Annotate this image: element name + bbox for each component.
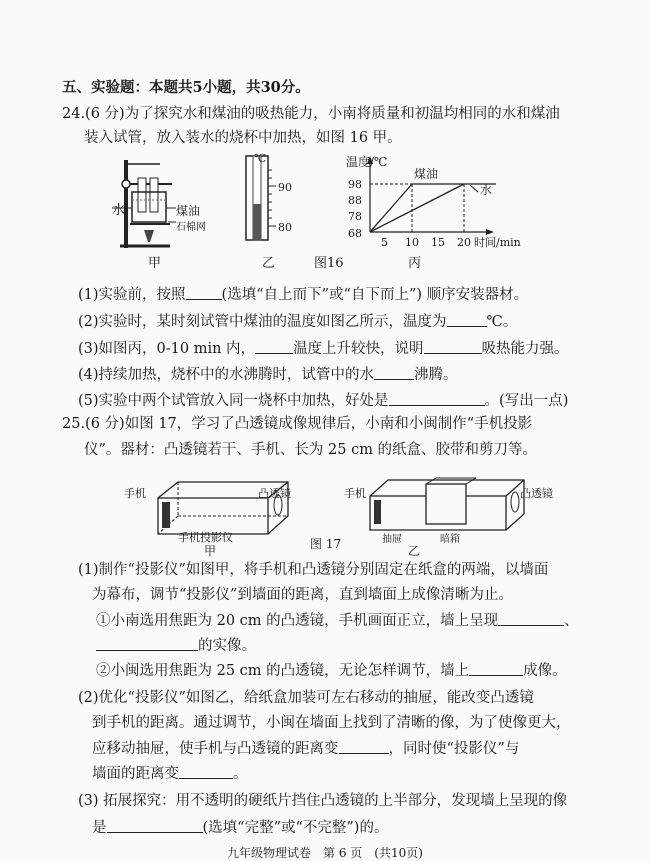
fig16-label-mesh: 石棉网 (176, 222, 206, 233)
fig16-bing-water: 水 (480, 183, 493, 197)
q25-s2-l2: 到手机的距离。通过调节，小闽在墙面上找到了清晰的像，为了使像更大， (92, 715, 571, 731)
fig16-bing-xtick: 5 (381, 236, 388, 249)
fig16-caption-jia: 甲 (148, 256, 162, 271)
q25-line2: 仪”。器材：凸透镜若干、手机、长为 25 cm 的纸盒、胶带和剪刀等。 (84, 442, 538, 458)
answer-blank[interactable] (389, 390, 485, 406)
fig17-title: 图 17 (310, 537, 342, 551)
fig16-bing-ytick: 98 (348, 178, 362, 191)
q25-s1-l1: (1)制作“投影仪”如图甲，将手机和凸透镜分别固定在纸盒的两端，以墙面 (78, 562, 549, 578)
q24-sub1: (1)实验前，按照 (选填“自上而下”或“自下而上”) 顺序安装器材。 (78, 284, 528, 305)
fig16-yi-tick80: 80 (278, 221, 292, 234)
answer-blank[interactable] (179, 763, 233, 779)
fig16-bing-xlabel: 时间/min (474, 236, 521, 249)
fig17-jia-phone: 手机 (124, 487, 146, 500)
fig17-yi-phone: 手机 (344, 487, 366, 500)
fig16-caption-bing: 丙 (408, 256, 422, 271)
fig16-bing-ytick: 88 (348, 194, 362, 207)
fig16-label-water: 水 (112, 203, 126, 218)
q25-s1a-l1: ①小南选用焦距为 20 cm 的凸透镜，手机画面正立，墙上呈现 、 (96, 610, 579, 631)
answer-blank[interactable] (469, 660, 523, 676)
answer-blank[interactable] (186, 284, 222, 300)
answer-blank[interactable] (255, 338, 293, 354)
q24-line2: 装入试管，放入装水的烧杯中加热，如图 16 甲。 (84, 130, 402, 146)
q25-s1-l2: 为幕布，调节“投影仪”到墙面的距离，直到墙面上成像清晰为止。 (92, 587, 513, 603)
answer-blank[interactable] (424, 338, 482, 354)
q24-sub5: (5)实验中两个试管放入同一烧杯中加热，好处是 。(写出一点) (78, 390, 568, 411)
fig16-yi-tick90: 90 (278, 181, 292, 194)
q25-s3-l1: (3) 拓展探究：用不透明的硬纸片挡住凸透镜的上半部分，发现墙上呈现的像 (78, 793, 568, 809)
fig17-jia-lens: 凸透镜 (258, 487, 291, 500)
fig16-title: 图16 (314, 256, 344, 271)
section-title: 五、实验题：本题共5小题，共30分。 (62, 79, 310, 96)
q25-s2-l3: 应移动抽屉，使手机与凸透镜的距离变 ，同时使“投影仪”与 (92, 738, 519, 759)
page-footer: 九年级物理试卷 第 6 页 (共10页) (227, 846, 423, 860)
q24-sub3: (3)如图丙，0-10 min 内， 温度上升较快，说明 吸热能力强。 (78, 338, 569, 359)
q25-s2-l4: 墙面的距离变 。 (92, 763, 248, 784)
answer-blank[interactable] (96, 635, 198, 651)
fig16-bing-kerosene: 煤油 (414, 167, 439, 181)
q24-line1: 24.(6 分)为了探究水和煤油的吸热能力，小南将质量和初温均相同的水和煤油 (62, 106, 560, 122)
q25-s2-l1: (2)优化“投影仪”如图乙，给纸盒加装可左右移动的抽屉，能改变凸透镜 (78, 690, 534, 706)
answer-blank[interactable] (447, 311, 487, 327)
fig16-caption-yi: 乙 (262, 256, 276, 271)
fig16-label-kerosene: 煤油 (176, 204, 201, 218)
fig16-bing-ytick: 78 (348, 210, 362, 223)
fig16-bing-ylabel: 温度/℃ (346, 155, 388, 169)
fig17-caption-jia: 甲 (204, 544, 217, 558)
answer-blank[interactable] (339, 738, 389, 754)
q25-line1: 25.(6 分)如图 17，学习了凸透镜成像规律后，小南和小闽制作“手机投影 (62, 416, 533, 432)
fig17-jia-proj: 手机投影仪 (178, 531, 233, 544)
q25-s3-l2: 是 (选填“完整”或“不完整”)的。 (92, 817, 388, 838)
fig16-bing-xtick: 15 (431, 236, 445, 249)
q24-sub2: (2)实验时，某时刻试管中煤油的温度如图乙所示，温度为 ℃。 (78, 311, 517, 332)
fig16-yi-unit: ℃ (254, 152, 267, 165)
q24-sub4: (4)持续加热，烧杯中的水沸腾时，试管中的水 沸腾。 (78, 364, 458, 385)
answer-blank[interactable] (498, 610, 564, 626)
answer-blank[interactable] (107, 817, 203, 833)
fig17-yi-drawer: 抽屉 (382, 534, 402, 545)
fig17-yi-box (364, 476, 534, 536)
fig17-yi-slot: 暗箱 (440, 534, 460, 545)
fig17-caption-yi: 乙 (408, 544, 421, 558)
answer-blank[interactable] (374, 364, 414, 380)
q25-s1b: ②小闽选用焦距为 25 cm 的凸透镜，无论怎样调节，墙上 成像。 (96, 660, 567, 681)
q25-s1a-l2: 的实像。 (96, 635, 256, 656)
fig17-yi-lens: 凸透镜 (520, 487, 553, 500)
fig16-bing-xtick: 10 (405, 236, 419, 249)
fig16-bing-ytick: 68 (348, 227, 362, 240)
fig16-bing-xtick: 20 (457, 236, 471, 249)
